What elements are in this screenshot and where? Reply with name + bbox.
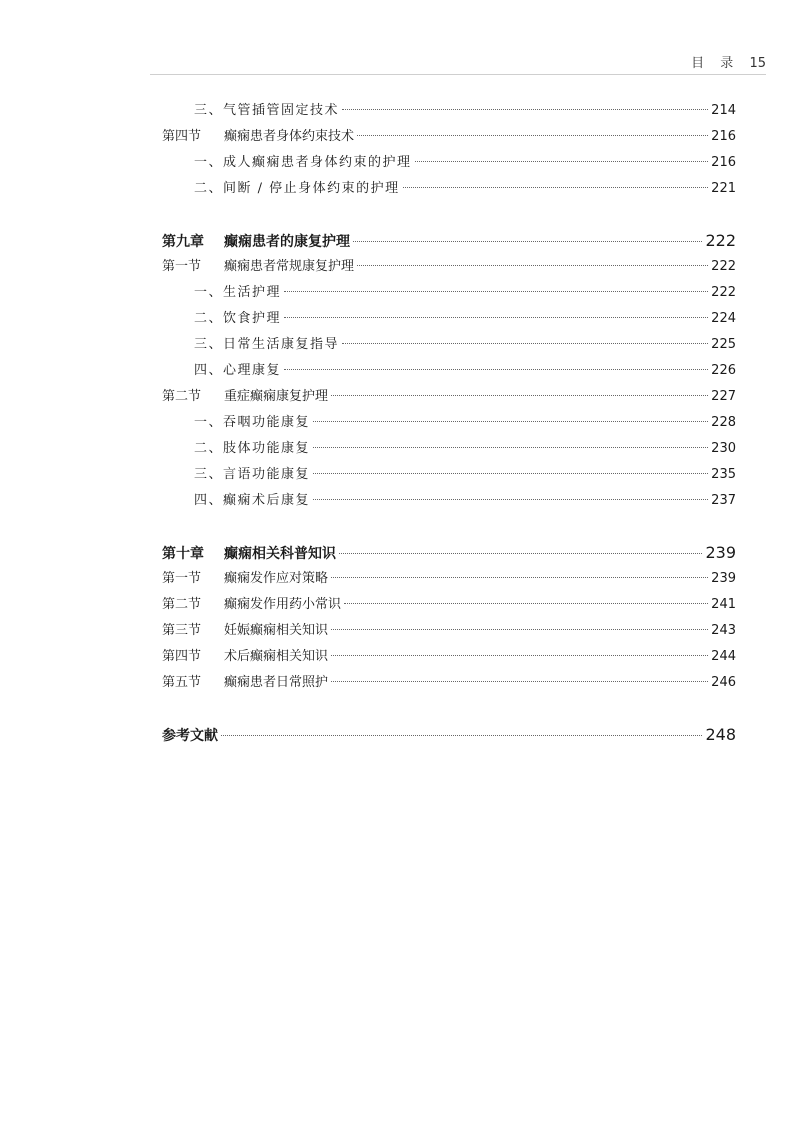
running-header (150, 52, 766, 72)
toc-section[interactable] (162, 670, 736, 696)
toc-entry-page: 227 (711, 389, 736, 404)
toc-entry-page: 225 (711, 337, 736, 352)
dot-leader (353, 241, 702, 242)
toc-entry[interactable] (162, 176, 736, 202)
table-of-contents (162, 98, 736, 748)
chapter-number: 第九章 (162, 234, 204, 250)
toc-entry-page: 237 (711, 493, 736, 508)
dot-leader (284, 317, 708, 318)
toc-entry-page: 235 (711, 467, 736, 482)
toc-entry-page: 216 (711, 155, 736, 170)
toc-entry-label: 二、饮食护理 (194, 311, 282, 326)
dot-leader (342, 343, 708, 344)
toc-section[interactable] (162, 254, 736, 280)
toc-entry[interactable] (162, 280, 736, 306)
toc-entry-page: 214 (711, 103, 736, 118)
section-title: 癫痫患者日常照护 (224, 675, 329, 690)
toc-entry-page: 221 (711, 181, 736, 196)
section-title: 癫痫患者身体约束技术 (224, 129, 355, 144)
toc-entry-page: 248 (705, 725, 736, 744)
dot-leader (403, 187, 709, 188)
section-title: 癫痫发作应对策略 (224, 571, 329, 586)
section-number: 第二节 (162, 597, 202, 612)
section-title: 术后癫痫相关知识 (224, 649, 329, 664)
toc-section[interactable] (162, 644, 736, 670)
toc-entry-page: 222 (711, 285, 736, 300)
toc-entry-label: 二、间断 / 停止身体约束的护理 (194, 181, 400, 196)
toc-entry-page: 230 (711, 441, 736, 456)
toc-entry-page: 228 (711, 415, 736, 430)
toc-entry[interactable] (162, 358, 736, 384)
spacer (162, 696, 736, 722)
toc-section[interactable] (162, 384, 736, 410)
dot-leader (284, 291, 708, 292)
toc-entry-page: 216 (711, 129, 736, 144)
toc-entry-page: 243 (711, 623, 736, 638)
toc-section[interactable] (162, 618, 736, 644)
toc-entry-page: 222 (705, 231, 736, 250)
references-title: 参考文献 (162, 728, 218, 744)
toc-entry-page: 241 (711, 597, 736, 612)
toc-section[interactable] (162, 592, 736, 618)
toc-entry[interactable] (162, 150, 736, 176)
toc-entry-page: 239 (705, 543, 736, 562)
section-title: 癫痫患者常规康复护理 (224, 259, 355, 274)
dot-leader (313, 421, 708, 422)
dot-leader (342, 109, 708, 110)
section-number: 第四节 (162, 649, 202, 664)
toc-entry[interactable] (162, 462, 736, 488)
dot-leader (331, 655, 708, 656)
dot-leader (313, 499, 708, 500)
dot-leader (313, 447, 708, 448)
dot-leader (221, 735, 702, 736)
dot-leader (344, 603, 708, 604)
toc-entry-page: 226 (711, 363, 736, 378)
toc-chapter[interactable] (162, 228, 736, 254)
toc-entry[interactable] (162, 436, 736, 462)
section-number: 第四节 (162, 129, 202, 144)
dot-leader (313, 473, 708, 474)
toc-entry-label: 三、日常生活康复指导 (194, 337, 340, 352)
toc-entry-page: 222 (711, 259, 736, 274)
chapter-title: 癫痫患者的康复护理 (224, 234, 350, 250)
dot-leader (331, 577, 708, 578)
section-title: 重症癫痫康复护理 (224, 389, 329, 404)
chapter-title: 癫痫相关科普知识 (224, 546, 336, 562)
toc-entry-label: 一、成人癫痫患者身体约束的护理 (194, 155, 412, 170)
toc-entry-page: 244 (711, 649, 736, 664)
toc-entry-label: 三、言语功能康复 (194, 467, 311, 482)
section-number: 第五节 (162, 675, 202, 690)
toc-entry-label: 一、生活护理 (194, 285, 282, 300)
header-rule (150, 74, 766, 75)
section-title: 癫痫发作用药小常识 (224, 597, 342, 612)
dot-leader (331, 395, 708, 396)
toc-section[interactable] (162, 566, 736, 592)
dot-leader (357, 265, 708, 266)
toc-entry[interactable] (162, 410, 736, 436)
dot-leader (415, 161, 709, 162)
toc-entry-page: 246 (711, 675, 736, 690)
toc-references[interactable] (162, 722, 736, 748)
toc-entry-page: 239 (711, 571, 736, 586)
section-number: 第一节 (162, 259, 202, 274)
toc-entry-page: 224 (711, 311, 736, 326)
section-number: 第一节 (162, 571, 202, 586)
toc-entry[interactable] (162, 306, 736, 332)
section-number: 第三节 (162, 623, 202, 638)
toc-entry[interactable] (162, 98, 736, 124)
chapter-number: 第十章 (162, 546, 204, 562)
dot-leader (331, 629, 708, 630)
header-page-number: 15 (749, 56, 766, 71)
spacer (162, 514, 736, 540)
toc-entry-label: 二、肢体功能康复 (194, 441, 311, 456)
toc-entry[interactable] (162, 332, 736, 358)
dot-leader (339, 553, 702, 554)
dot-leader (357, 135, 708, 136)
toc-entry-label: 一、吞咽功能康复 (194, 415, 311, 430)
spacer (162, 202, 736, 228)
section-title: 妊娠癫痫相关知识 (224, 623, 329, 638)
toc-section[interactable] (162, 124, 736, 150)
toc-entry-label: 四、心理康复 (194, 363, 282, 378)
dot-leader (331, 681, 708, 682)
header-title: 目 录 (691, 56, 740, 71)
section-number: 第二节 (162, 389, 202, 404)
toc-entry-label: 三、气管插管固定技术 (194, 103, 340, 118)
dot-leader (284, 369, 708, 370)
toc-chapter[interactable] (162, 540, 736, 566)
toc-entry[interactable] (162, 488, 736, 514)
toc-entry-label: 四、癫痫术后康复 (194, 493, 311, 508)
